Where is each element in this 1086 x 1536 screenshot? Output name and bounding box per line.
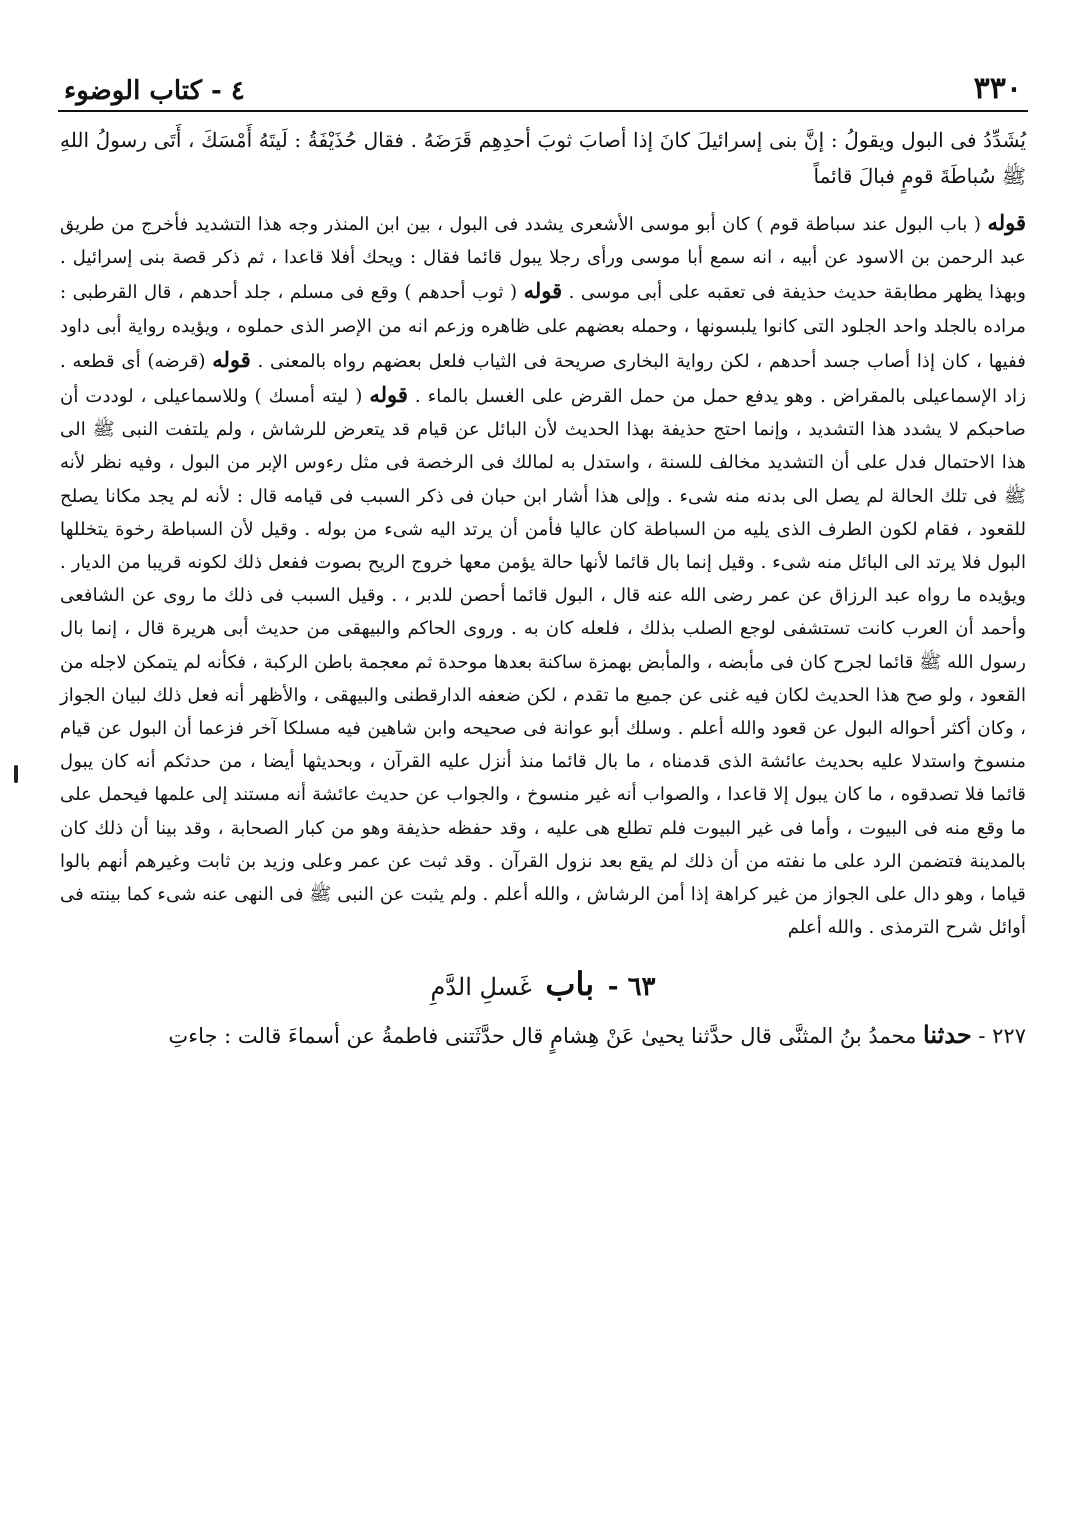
qawluh-marker: قوله — [369, 382, 408, 408]
commentary-text: ( ليته أمسك ) وللاسماعيلى ، لوددت أن صاحبكم لا يشدد هذا التشديد ، وإنما احتج حذيفة بهذا الحديث لأن البائل عن قيام قد يتعرض للرشاش ، ولم يلتفت النبى ﷺ الى هذا الاحتمال فدل على أن التشديد مخالف للسنة ، واستدل به لمالك فى الرخصة فى مثل رءوس الإبر من البول ، وفيه نظر لأنه ﷺ فى تلك الحالة لم يصل الى بدنه منه شىء . وإلى هذا أشار ابن حبان فى ذكر السبب فى قيامه قال : لأنه لم يجد مكانا يصلح للقعود ، فقام لكون الطرف الذى يليه من السباطة كان عاليا فأمن أن يرتد اليه شىء من بوله . وقيل لأن السباطة رخوة يتخللها البول فلا يرتد الى البائل منه شىء . وقيل إنما بال قائما لأنها حالة يؤمن معها خروج الريح بصوت ففعل ذلك لكونه قريبا من الديار . ويؤيده ما رواه عبد الرزاق عن عمر رضى الله عنه قال ، البول قائما أحصن للدبر ، . وقيل السبب فى ذلك ما روى عن الشافعى وأحمد أن العرب كانت تستشفى لوجع الصلب بذلك ، فلعله كان به . وروى الحاكم والبيهقى من حديث أبى هريرة قال ، إنما بال رسول الله ﷺ قائما لجرح كان فى مأبضه ، والمأبض بهمزة ساكنة بعدها موحدة ثم معجمة باطن الركبة ، فكأنه لم يتمكن لاجله من القعود ، ولو صح هذا الحديث لكان فيه غنى عن جميع ما تقدم ، لكن ضعفه الدارقطنى والبيهقى ، والأظهر أنه فعل ذلك لبيان الجواز ، وكان أكثر أحواله البول عن قعود والله أعلم . وسلك أبو عوانة فى صحيحه وابن شاهين فيه مسلكا آخر فزعما أن البول عن قيام منسوخ واستدلا عليه بحديث عائشة الذى قدمناه ، ما بال قائما منذ أنزل عليه القرآن ، وبحديثها أيضا ، من حدثكم أنه كان يبول قائما فلا تصدقوه ، ما كان يبول إلا قاعدا ، والصواب أنه غير منسوخ ، والجواب عن حديث عائشة أنه مستند إلى علمها فيحمل على ما وقع منه فى البيوت ، وأما فى غير البيوت فلم تطلع هى عليه ، وقد حفظه حذيفة وهو من كبار الصحابة ، وقد بينا أن ذلك كان بالمدينة فتضمن الرد على ما نفته من أن ذلك لم يقع بعد نزول القرآن . وقد ثبت عن عمر وعلى وزيد بن ثابت وغيرهم أنهم بالوا قياما ، وهو دال على الجواز من غير كراهة إذا أمن الرشاش ، والله أعلم . ولم يثبت عن النبى ﷺ فى النهى عنه شىء كما بينته فى أوائل شرح الترمذى . والله أعلم — [60, 386, 1026, 939]
page-number: ٣٣٠ — [973, 71, 1022, 106]
hadith-chain-text: محمدُ بنُ المثنَّى قال حدَّثنا يحيىٰ عَنْ هِشامٍ قال حدَّثَتنى فاطمةُ عن أسماءَ قالت : جاءتِ — [168, 1024, 924, 1049]
chapter-title: غَسلِ الدَّمِ — [430, 973, 532, 1002]
hadith-text: يُشَدِّدُ فى البول ويقولُ : إنَّ بنى إسرائيلَ كانَ إذا أصابَ ثوبَ أحدِهِم قَرَضَهُ . فقال حُذَيْفَةُ : لَيتَهُ أَمْسَكَ ، أَتَى رسولُ اللهِ ﷺ سُباطَةَ قومٍ فبالَ قائماً — [60, 128, 1026, 188]
chapter-heading — [58, 964, 1028, 1007]
qawluh-marker: قوله — [523, 278, 563, 304]
commentary-paragraph — [60, 206, 1026, 944]
qawluh-marker: قوله — [987, 210, 1026, 235]
hadith-number: ٢٢٧ - — [978, 1024, 1026, 1049]
running-title: ٤ - كتاب الوضوء — [64, 76, 245, 106]
chapter-number: ٦٣ - — [607, 972, 656, 1003]
margin-mark — [14, 765, 18, 783]
page-header — [58, 62, 1028, 112]
haddathana-marker: حدثنا — [923, 1020, 972, 1050]
commentary — [58, 206, 1028, 944]
commentary-text: (قرضه) أى قطعه . زاد الإسماعيلى بالمقراض . وهو يدفع حمل من حمل القرض على الغسل بالماء . — [60, 350, 1026, 408]
next-hadith — [58, 1015, 1028, 1056]
commentary-text: ( ثوب أحدهم ) وقع فى مسلم ، جلد أحدهم ، قال القرطبى : مراده بالجلد واحد الجلود التى كانوا يلبسونها ، وحمله بعضهم على ظاهره وزعم انه من الإصر الذى حملوه ، ويؤيده رواية أبى داود ففيها ، كان إذا أصاب جسد أحدهم ، لكن رواية البخارى صريحة فى الثياب فلعل بعضهم رواه بالمعنى . — [60, 282, 1026, 372]
chapter-label: باب — [545, 965, 595, 1004]
qawluh-marker: قوله — [212, 346, 251, 372]
commentary-text: ( باب البول عند سباطة قوم ) كان أبو موسى الأشعرى يشدد فى البول ، بين ابن المنذر وجه هذا التشديد فأخرج من طريق عبد الرحمن بن الاسود عن أبيه ، انه سمع أبا موسى ورأى رجلا يبول قائما فقال : ويحك أفلا قاعدا ، ثم ذكر قصة بنى إسرائيل . وبهذا يظهر مطابقة حديث حذيفة فى تعقبه على أبى موسى . — [60, 214, 1026, 304]
